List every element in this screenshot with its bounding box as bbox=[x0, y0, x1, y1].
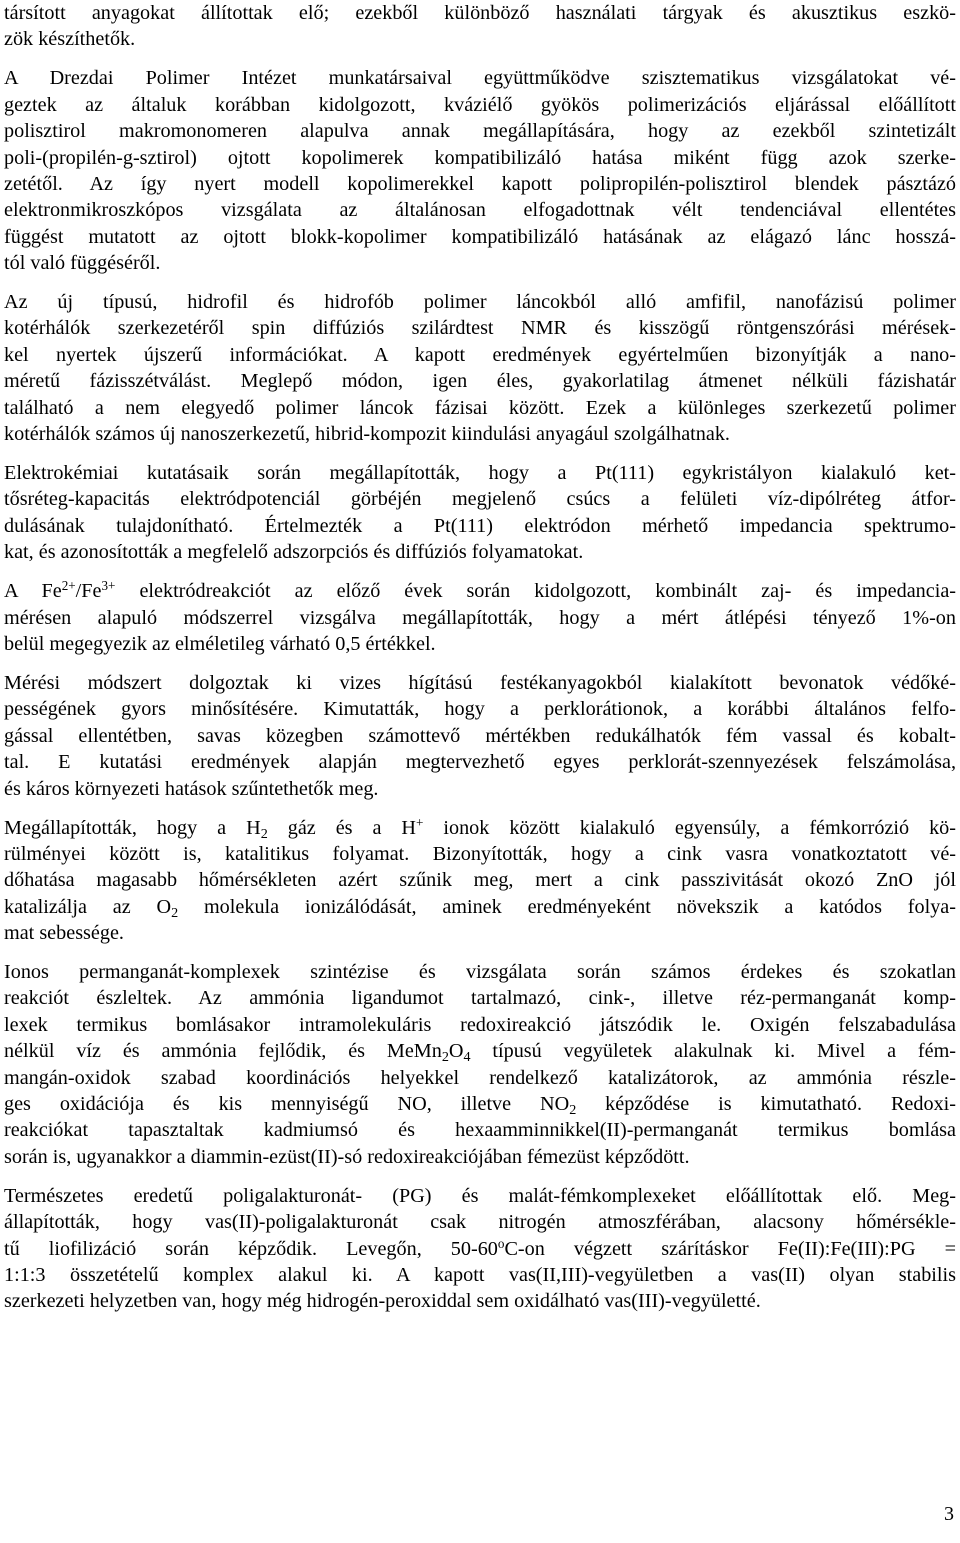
paragraph bbox=[4, 670, 956, 802]
text-line: lexek termikus bomlásakor intramolekuláris redoxireakció játszódik le. Oxigén felszabadulása bbox=[4, 1013, 956, 1036]
text-line: A Drezdai Polimer Intézet munkatársaival együttműködve szisztematikus vizsgálatokat vé- bbox=[4, 67, 956, 90]
text-line: katalizálja az $O_2$ molekula ionizálódását, aminek eredményeként növekszik a katódos folya- bbox=[4, 895, 956, 921]
text-line: és káros környezeti hatások szűntethetők meg. bbox=[4, 777, 379, 800]
text-line: nélkül víz és ammónia fejlődik, és $MeMn_2O_4$ típusú vegyületek alakulnak ki. Mivel a fém- bbox=[4, 1040, 956, 1066]
text-line: állapították, hogy vas(II)-poligalakturonát csak nitrogén atmoszférában, alacsony hőmérsékle- bbox=[4, 1211, 956, 1234]
text-line: reakciót észleltek. Az ammónia ligandumot tartalmazó, cink-, illetve réz-permanganát komp- bbox=[4, 987, 956, 1010]
text-line: ges oxidációja és kis mennyiségű NO, illetve $NO_2$ képződése is kimutatható. Redoxi- bbox=[4, 1093, 956, 1118]
text-line: kat, és azonosították a megfelelő adszorpciós és diffúziós folyamatokat. bbox=[4, 541, 584, 564]
text-line: Az új típusú, hidrofil és hidrofób polimer láncokból alló amfifil, nanofázisú polimer bbox=[4, 291, 956, 314]
text-line: rülményei között is, katalitikus folyamat. Bizonyították, hogy a cink vasra vonatkoztatott vé- bbox=[4, 842, 956, 865]
text-line: tal. E kutatási eredmények alapján megtervezhető egyes perklorát-szennyezések felszámolása, bbox=[4, 751, 956, 774]
text-line: dőhatása magasabb hőmérsékleten azért szűnik meg, mert a cink passzivitását okozó ZnO jól bbox=[4, 869, 956, 892]
paragraph-gap bbox=[4, 946, 956, 959]
paragraph-gap bbox=[4, 566, 956, 579]
text-line: Mérési módszert dolgoztak ki vizes hígítású festékanyagokból kialakított bevonatok védőké- bbox=[4, 671, 956, 694]
body-text bbox=[4, 0, 956, 1315]
paragraph bbox=[4, 1183, 956, 1315]
text-line: tól való függéséről. bbox=[4, 252, 161, 275]
paragraph bbox=[4, 0, 956, 53]
text-line: függést mutatott az ojtott blokk-kopolimer kompatibilizáló hatásának az elágazó lánc hosszá- bbox=[4, 225, 956, 248]
text-line: reakciókat tapasztaltak kadmiumsó és hexaamminnikkel(II)-permanganát termikus bomlása bbox=[4, 1119, 956, 1142]
text-line: 1:1:3 összetételű komplex alakul ki. A kapott vas(II,III)-vegyületben a vas(II) olyan stabilis bbox=[4, 1263, 956, 1286]
paragraph-gap bbox=[4, 802, 956, 815]
text-line: található a nem elegyedő polimer láncok fázisai között. Ezek a különleges szerkezetű polimer bbox=[4, 396, 956, 419]
text-line: Megállapították, hogy a $H_2$ gáz és a H+ ionok között kialakuló egyensúly, a fémkorrózió kö- bbox=[4, 814, 956, 842]
text-line: gással ellentétben, savas közegben számottevő mértékben redukálhatók fém vassal és kobalt- bbox=[4, 724, 956, 747]
text-line: méretű fázisszétválást. Meglepő módon, igen éles, gyakorlatilag átmenet nélküli fázishatár bbox=[4, 370, 956, 393]
text-line: polisztirol makromonomeren alapulva annak megállapítására, hogy az ezekből szintetizált bbox=[4, 120, 956, 143]
text-line: geztek az általuk korábban kidolgozott, kváziélő gyökös polimerizációs eljárással előállított bbox=[4, 93, 956, 116]
text-line: Ionos permanganát-komplexek szintézise és vizsgálata során számos érdekes és szokatlan bbox=[4, 961, 956, 984]
text-line: mangán-oxidok szabad koordinációs helyekkel rendelkező katalizátorok, az ammónia részle- bbox=[4, 1066, 956, 1089]
text-line: tősréteg-kapacitás elektródpotenciál görbéjén megjelenő csúcs a felületi víz-dipólréteg átfor- bbox=[4, 488, 956, 511]
text-line: Elektrokémiai kutatásaik során megállapították, hogy a Pt(111) egykristályon kialakuló ket- bbox=[4, 462, 956, 485]
text-line: elektronmikroszkópos vizsgálata az általánosan elfogadottnak vélt tendenciával ellentétes bbox=[4, 199, 956, 222]
text-line: kotérhálók számos új nanoszerkezetű, hibrid-kompozit kiindulási anyagául szolgálhatnak. bbox=[4, 423, 730, 446]
paragraph bbox=[4, 460, 956, 566]
text-line: poli-(propilén-g-sztirol) ojtott kopolimerek kompatibilizáló hatása miként függ azok szerke- bbox=[4, 146, 956, 169]
text-line: zetétől. Az így nyert modell kopolimerekkel kapott polipropilén-polisztirol blendek pásztázó bbox=[4, 172, 956, 195]
paragraph bbox=[4, 65, 956, 276]
paragraph-gap bbox=[4, 1170, 956, 1183]
text-line: szerkezeti helyzetben van, hogy még hidrogén-peroxiddal sem oxidálható vas(III)-vegyületté. bbox=[4, 1290, 761, 1313]
paragraph-gap bbox=[4, 657, 956, 670]
text-line: tű liofilizáció során képződik. Levegőn, 50-60$^o$C-on végzett szárításkor Fe(II):Fe(III):PG = bbox=[4, 1235, 956, 1260]
text-line: pességének gyors minősítésére. Kimutatták, hogy a perklorátionok, a korábbi általános felfo- bbox=[4, 698, 956, 721]
text-line: során is, ugyanakkor a diammin-ezüst(II)-só redoxireakciójában fémezüst képződött. bbox=[4, 1145, 690, 1168]
page-number: 3 bbox=[944, 1503, 954, 1525]
paragraph-gap bbox=[4, 447, 956, 460]
text-line: kotérhálók szerkezetéről spin diffúziós szilárdtest NMR és kisszögű röntgenszórási mérések- bbox=[4, 317, 956, 340]
paragraph-gap bbox=[4, 53, 956, 66]
paragraph bbox=[4, 815, 956, 947]
text-line: mérésen alapuló módszerrel vizsgálva megállapították, hogy a mért átlépési tényező 1%-on bbox=[4, 606, 956, 629]
text-line: A $Fe^{2+}/Fe^{3+}$ elektródreakciót az előző évek során kidolgozott, kombinált zaj- és impedancia- bbox=[4, 577, 956, 603]
text-line: belül megegyezik az elméletileg várható 0,5 értékkel. bbox=[4, 632, 436, 655]
text-line: Természetes eredetű poligalakturonát- (PG) és malát-fémkomplexeket előállítottak elő. Meg- bbox=[4, 1184, 956, 1207]
paragraph bbox=[4, 959, 956, 1170]
text-line: mat sebessége. bbox=[4, 922, 124, 945]
paragraph bbox=[4, 578, 956, 657]
text-line: zök készíthetők. bbox=[4, 28, 136, 51]
paragraph bbox=[4, 289, 956, 447]
paragraph-gap bbox=[4, 277, 956, 290]
text-line: társított anyagokat állítottak elő; ezekből különböző használati tárgyak és akusztikus eszkö- bbox=[4, 2, 956, 24]
text-line: kel nyertek újszerű információkat. A kapott eredmények egyértelműen bizonyítják a nano- bbox=[4, 343, 956, 366]
text-line: dulásának tulajdonítható. Értelmezték a Pt(111) elektródon mérhető impedancia spektrumo- bbox=[4, 514, 956, 537]
